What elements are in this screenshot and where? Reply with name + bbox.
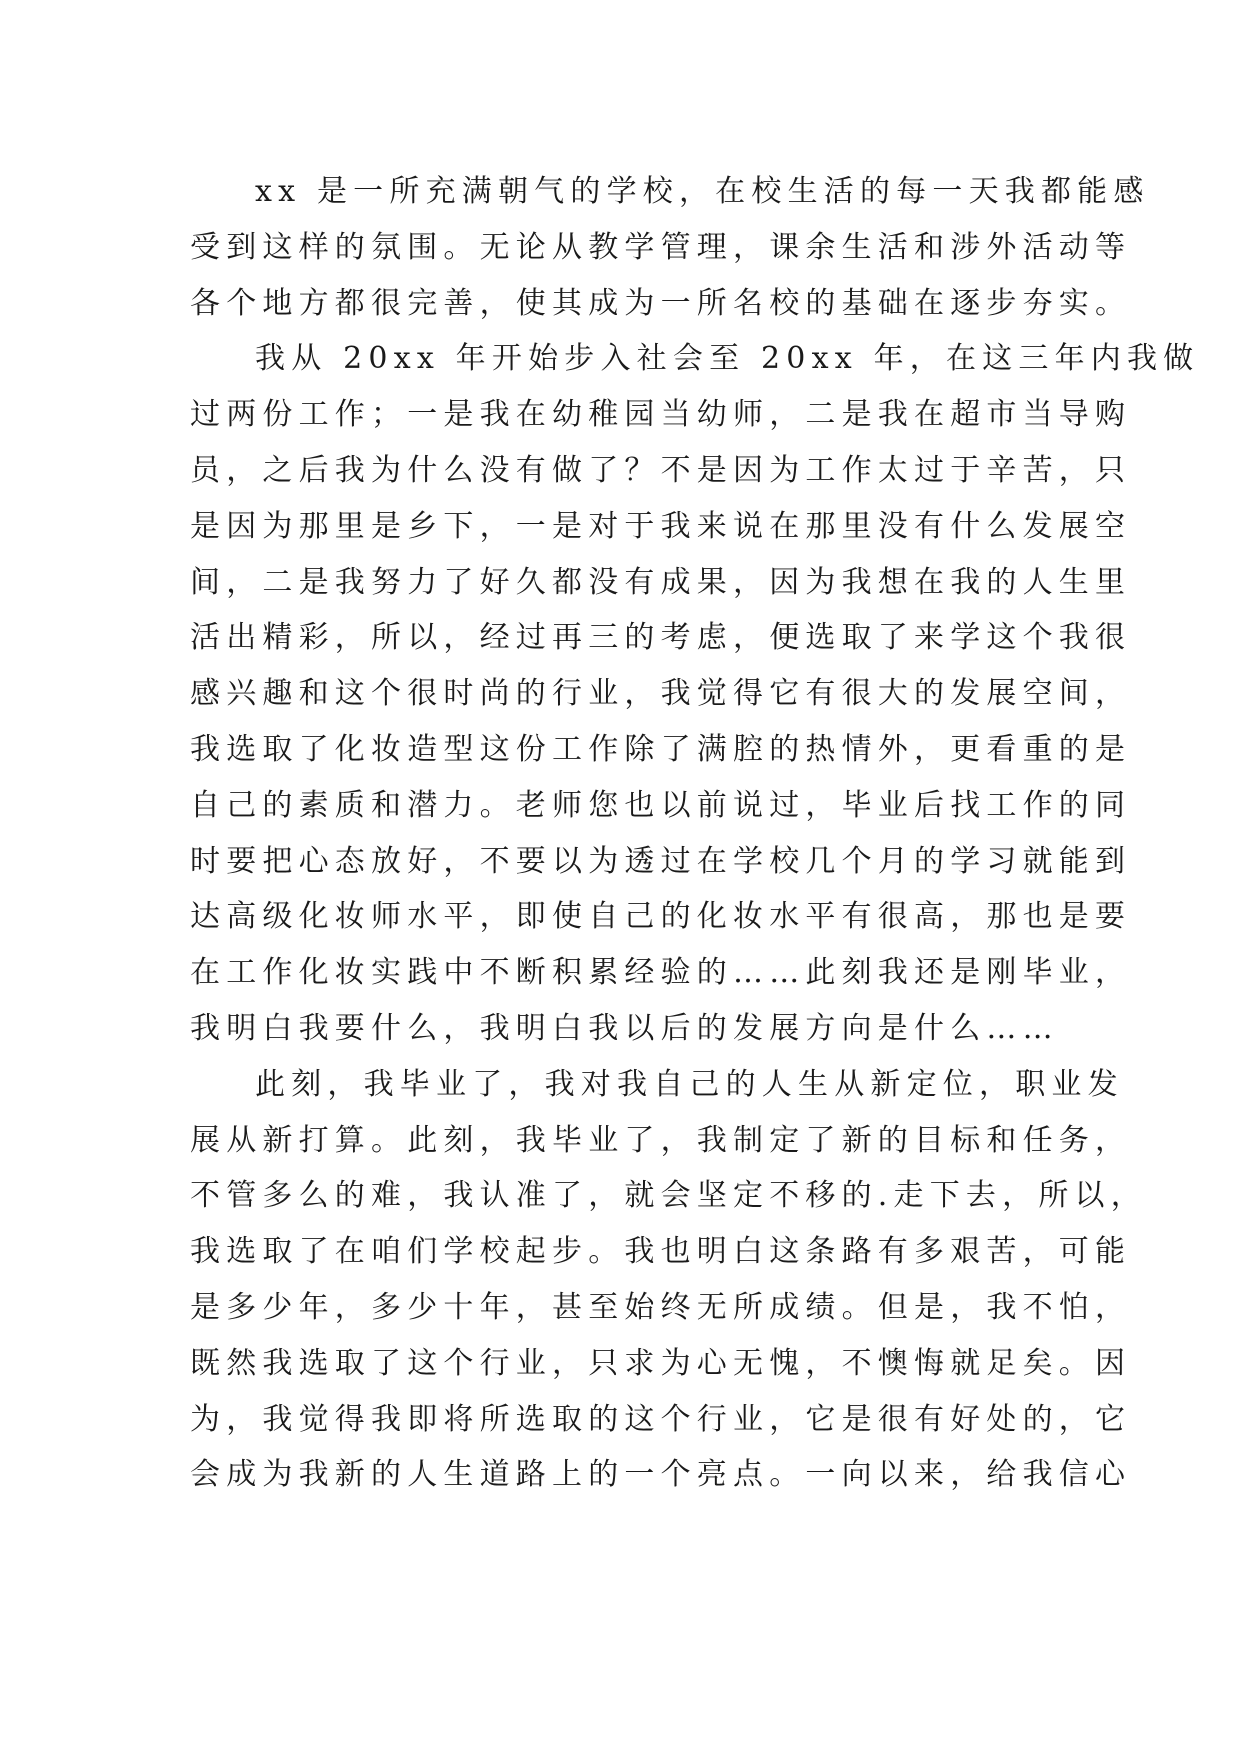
text-line: 是多少年，多少十年，甚至始终无所成绩。但是，我不怕， (190, 1289, 1132, 1325)
text-line: 我选取了在咱们学校起步。我也明白这条路有多艰苦，可能 (190, 1234, 1132, 1270)
text-line: 感兴趣和这个很时尚的行业，我觉得它有很大的发展空间， (190, 676, 1132, 712)
text-line: 我明白我要什么，我明白我以后的发展方向是什么…… (190, 1010, 1059, 1046)
text-line: 不管多么的难，我认准了，就会坚定不移的.走下去，所以， (190, 1178, 1147, 1214)
text-line: 我从 20xx 年开始步入社会至 20xx 年，在这三年内我做 (255, 341, 1200, 377)
text-line: 间，二是我努力了好久都没有成果，因为我想在我的人生里 (190, 564, 1132, 600)
paragraph-1 (190, 164, 1150, 331)
text-line: 为，我觉得我即将所选取的这个行业，它是很有好处的，它 (190, 1401, 1132, 1437)
text-line: 时要把心态放好，不要以为透过在学校几个月的学习就能到 (190, 843, 1132, 879)
text-line: 各个地方都很完善，使其成为一所名校的基础在逐步夯实。 (190, 285, 1132, 321)
text-line: 会成为我新的人生道路上的一个亮点。一向以来，给我信心 (190, 1457, 1132, 1493)
text-line: 员，之后我为什么没有做了？不是因为工作太过于辛苦，只 (190, 452, 1132, 488)
paragraph-3 (190, 1057, 1147, 1503)
text-line: 是因为那里是乡下，一是对于我来说在那里没有什么发展空 (190, 508, 1132, 544)
document-body (190, 164, 1200, 1503)
text-line: 受到这样的氛围。无论从教学管理，课余生活和涉外活动等 (190, 229, 1132, 265)
text-line: 自己的素质和潜力。老师您也以前说过，毕业后找工作的同 (190, 787, 1132, 823)
text-line: 达高级化妆师水平，即使自己的化妆水平有很高，那也是要 (190, 899, 1132, 935)
text-line: 活出精彩，所以，经过再三的考虑，便选取了来学这个我很 (190, 620, 1132, 656)
text-line: 过两份工作；一是我在幼稚园当幼师，二是我在超市当导购 (190, 397, 1132, 433)
text-line: 既然我选取了这个行业，只求为心无愧，不懊悔就足矣。因 (190, 1345, 1132, 1381)
paragraph-2 (190, 331, 1200, 1056)
text-line: 展从新打算。此刻，我毕业了，我制定了新的目标和任务， (190, 1122, 1132, 1158)
text-line: xx 是一所充满朝气的学校，在校生活的每一天我都能感 (255, 174, 1150, 209)
text-line: 在工作化妆实践中不断积累经验的……此刻我还是刚毕业， (190, 955, 1132, 991)
text-line: 我选取了化妆造型这份工作除了满腔的热情外，更看重的是 (190, 731, 1132, 767)
text-line: 此刻，我毕业了，我对我自己的人生从新定位，职业发 (255, 1066, 1124, 1102)
